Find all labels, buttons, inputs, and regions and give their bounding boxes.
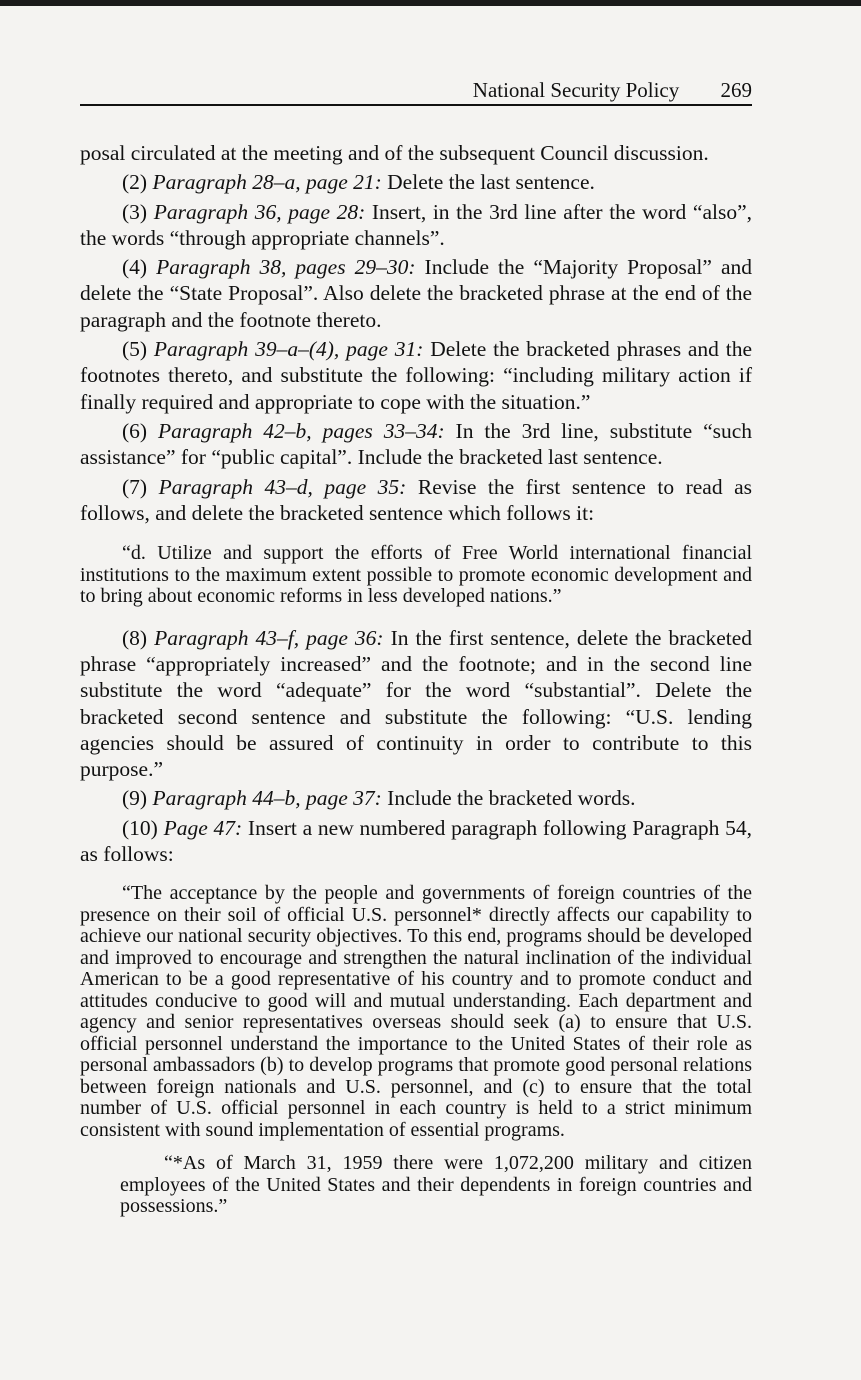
header-title: National Security Policy	[472, 78, 680, 102]
item-6: (6) Paragraph 42–b, pages 33–34: In the 3rd line, substitute “such assistance” for “public capital”. Include the bracketed last sentence.	[80, 418, 753, 470]
quoted-new-paragraph: “The acceptance by the people and governments of foreign countries of the presence on their soil of official U.S. personnel* directly affects our capability to achieve our national security objectives. To this end, programs should be developed and improved to encourage and strengthen the natural inclination of the individual American to be a good representative of his country and to promote conduct and attitudes conducive to good will and mutual understanding. Each department and agency and senior representatives overseas should seek (a) to ensure that U.S. official personnel understand the importance to the United States of their role as personal ambassadors (b) to develop programs that promote good personal relations between foreign nationals and U.S. personnel, and (c) to ensure that the total number of U.S. official personnel in each country is held to a strict minimum consistent with sound implementation of essential programs.	[80, 882, 752, 1141]
item-reference: Page 47:	[163, 815, 243, 840]
page-top-border	[0, 0, 861, 6]
item-reference: Paragraph 39–a–(4), page 31:	[153, 337, 424, 362]
item-2: (2) Paragraph 28–a, page 21: Delete the last sentence.	[122, 170, 595, 195]
item-reference: Paragraph 28–a, page 21:	[152, 170, 382, 195]
item-reference: Paragraph 43–f, page 36:	[154, 625, 384, 650]
page-number: 269	[720, 78, 752, 102]
item-reference: Paragraph 44–b, page 37:	[152, 786, 382, 811]
item-reference: Paragraph 43–d, page 35:	[158, 474, 407, 499]
item-5: (5) Paragraph 39–a–(4), page 31: Delete the bracketed phrases and the footnotes thereto, and substitute the following: “including military action if finally required and appropriate to cope with the situation.”	[80, 337, 753, 414]
item-9: (9) Paragraph 44–b, page 37: Include the bracketed words.	[122, 786, 636, 811]
quoted-revision-d: “d. Utilize and support the efforts of Free World international financial institutions to the maximum extent possible to promote economic development and to bring about economic reforms in less developed nations.”	[80, 542, 752, 608]
item-reference: Paragraph 36, page 28:	[153, 199, 366, 224]
quoted-footnote: “*As of March 31, 1959 there were 1,072,200 military and citizen employees of the United States and their dependents in foreign countries and possessions.”	[120, 1152, 752, 1218]
item-reference: Paragraph 42–b, pages 33–34:	[158, 418, 445, 443]
page-body	[80, 140, 752, 1218]
opening-paragraph: posal circulated at the meeting and of the subsequent Council discussion.	[80, 141, 709, 165]
item-8: (8) Paragraph 43–f, page 36: In the first sentence, delete the bracketed phrase “appropriately increased” and the footnote; and in the second line substitute the word “adequate” for the word “substantial”. Delete the bracketed second sentence and substitute the following: “U.S. lending agencies should be assured of continuity in order to contribute to this purpose.”	[80, 625, 753, 782]
item-7: (7) Paragraph 43–d, page 35: Revise the first sentence to read as follows, and delete the bracketed sentence which follows it:	[80, 474, 752, 525]
item-reference: Paragraph 38, pages 29–30:	[156, 255, 416, 280]
running-header	[80, 78, 752, 106]
item-10: (10) Page 47: Insert a new numbered paragraph following Paragraph 54, as follows:	[80, 815, 753, 867]
item-3: (3) Paragraph 36, page 28: Insert, in the 3rd line after the word “also”, the words “through appropriate channels”.	[80, 199, 752, 250]
item-4: (4) Paragraph 38, pages 29–30: Include the “Majority Proposal” and delete the “State Proposal”. Also delete the bracketed phrase at the end of the paragraph and the footnote thereto.	[80, 255, 753, 332]
